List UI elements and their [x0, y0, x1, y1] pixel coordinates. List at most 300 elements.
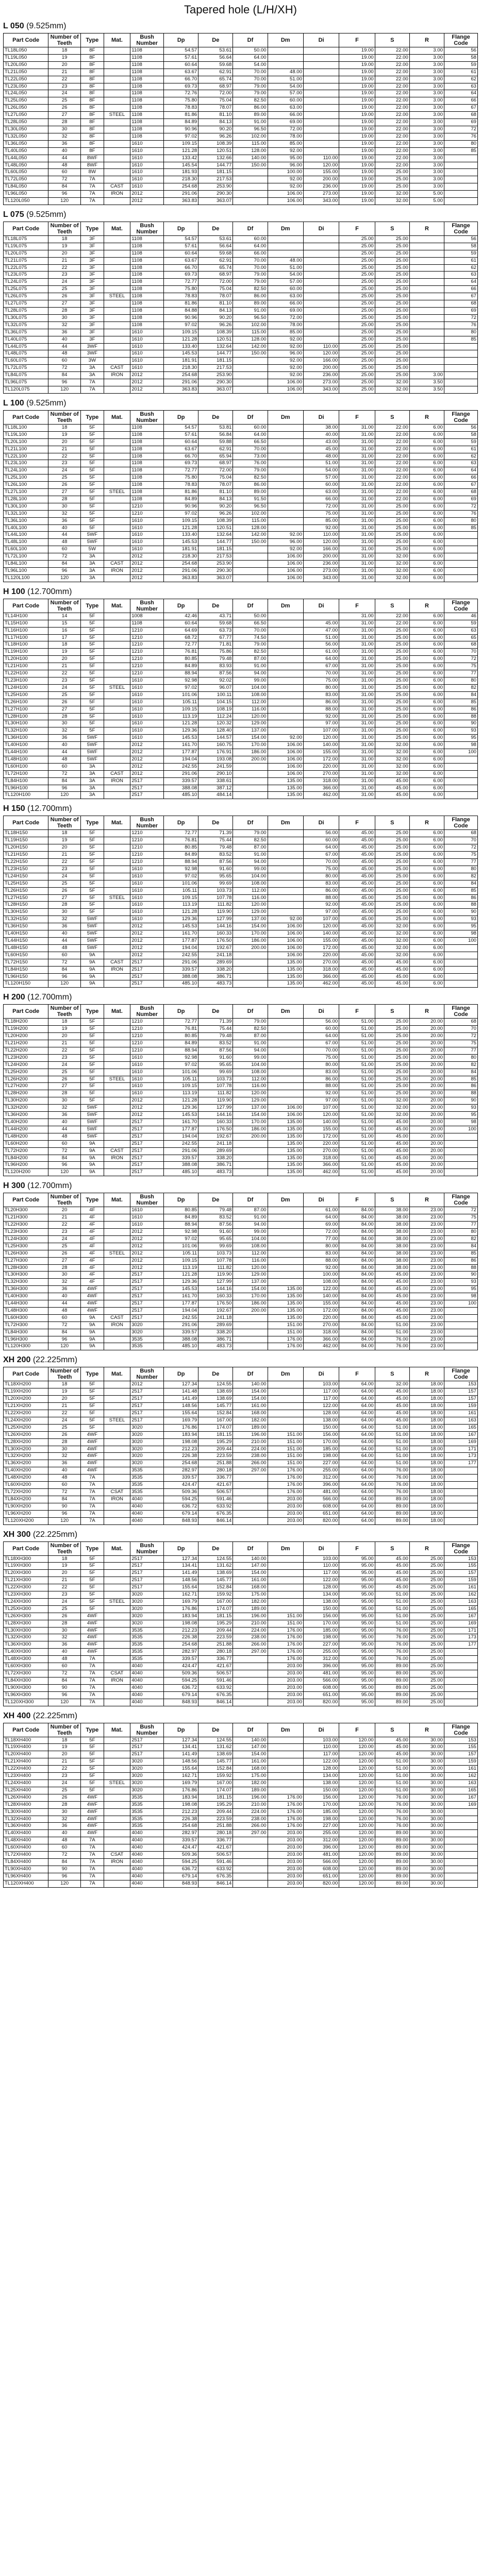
table-cell: 25.00 [339, 365, 375, 372]
table-cell: 89.00 [375, 1837, 409, 1844]
table-cell: 65.94 [198, 453, 233, 460]
table-cell: 102.00 [233, 133, 268, 140]
table-cell [444, 785, 477, 792]
table-cell: 166.00 [303, 358, 339, 365]
table-cell: 6.00 [409, 539, 444, 546]
table-cell: 25 [48, 1424, 81, 1431]
table-cell: 5F [80, 496, 104, 503]
table-cell: 40 [48, 1649, 81, 1656]
table-cell: TL36XH200 [4, 1460, 48, 1467]
table-cell: 25.00 [375, 866, 409, 873]
table-cell: 1610 [130, 894, 164, 902]
table-cell: 3020 [130, 1780, 164, 1787]
table-cell [233, 358, 268, 365]
table-cell [268, 496, 303, 503]
table-cell: 25.00 [375, 286, 409, 293]
table-cell: 651.00 [303, 1873, 339, 1880]
table-cell: 5F [80, 1591, 104, 1599]
table-cell: 25.00 [339, 272, 375, 279]
table-cell: 87.00 [233, 1207, 268, 1214]
table-cell: 51.00 [303, 460, 339, 467]
table-cell: 79.00 [233, 272, 268, 279]
table-row [4, 1410, 478, 1417]
table-cell: 99.69 [198, 880, 233, 887]
table-cell: 103.00 [303, 1737, 339, 1744]
table-cell [444, 1699, 477, 1706]
table-cell: 89.00 [375, 1699, 409, 1706]
table-cell: 5F [80, 1598, 104, 1605]
table-cell: 72.77 [164, 279, 198, 286]
table-cell: 62 [444, 453, 477, 460]
table-cell: TL22H300 [4, 1222, 48, 1229]
table-cell: TL26L075 [4, 293, 48, 300]
table-cell [303, 90, 339, 97]
table-row [4, 1336, 478, 1343]
table-cell: 60.64 [164, 620, 198, 627]
table-cell [303, 314, 339, 321]
table-cell: 1108 [130, 321, 164, 329]
table-cell: CAST [104, 959, 130, 966]
table-cell: 224.00 [233, 1808, 268, 1816]
table-cell: 18.00 [409, 1488, 444, 1496]
table-cell: 270.00 [303, 770, 339, 777]
table-cell: 5F [80, 446, 104, 453]
table-cell: 28 [48, 1264, 81, 1272]
table-cell: 142.00 [233, 343, 268, 350]
table-cell: 56 [444, 47, 477, 55]
table-cell: TL24H150 [4, 873, 48, 880]
table-cell: 45.00 [375, 1417, 409, 1424]
table-cell: 6.00 [409, 887, 444, 894]
table-cell [268, 706, 303, 713]
table-cell: 6.00 [409, 431, 444, 438]
table-cell [104, 1061, 130, 1069]
table-row [4, 1475, 478, 1482]
table-cell: TL40L100 [4, 524, 48, 532]
table-cell: 481.00 [303, 1670, 339, 1677]
table-cell: 5F [80, 866, 104, 873]
table-cell: 121.28 [164, 336, 198, 343]
table-cell: 72 [48, 1147, 81, 1155]
table-cell [409, 243, 444, 250]
table-cell: TL120L050 [4, 198, 48, 205]
table-cell [268, 1381, 303, 1388]
table-cell: TL22H200 [4, 1047, 48, 1054]
table-cell: 6.00 [409, 656, 444, 663]
table-row [4, 503, 478, 510]
table-cell: 217.53 [198, 176, 233, 183]
table-cell: 224.00 [233, 1446, 268, 1453]
table-cell [104, 176, 130, 183]
table-cell: 65 [444, 634, 477, 641]
column-header: F [339, 1541, 375, 1555]
table-cell: 25.00 [375, 546, 409, 553]
table-cell: 1210 [130, 503, 164, 510]
table-cell: 95.00 [339, 1691, 375, 1699]
table-cell: 1610 [130, 691, 164, 699]
table-cell: 138.00 [303, 1780, 339, 1787]
table-cell: 289.69 [198, 1321, 233, 1329]
table-cell: 44 [48, 749, 81, 756]
table-cell: 22.00 [375, 613, 409, 620]
table-cell: 144.77 [198, 162, 233, 169]
table-cell [444, 574, 477, 582]
table-cell: 25.00 [375, 321, 409, 329]
table-cell: 45.00 [375, 785, 409, 792]
table-cell: 75.00 [303, 677, 339, 684]
table-cell: 31.00 [339, 792, 375, 799]
table-cell: 4WF [80, 1649, 104, 1656]
table-cell: 96.00 [268, 539, 303, 546]
table-cell: 36 [48, 1460, 81, 1467]
table-cell [233, 1858, 268, 1866]
table-cell: 120.00 [339, 1744, 375, 1751]
table-cell: 1108 [130, 300, 164, 308]
table-cell: 137.00 [233, 1105, 268, 1112]
table-cell: 56.64 [198, 243, 233, 250]
table-cell: TL26L050 [4, 105, 48, 112]
table-cell: 3020 [130, 1787, 164, 1794]
table-cell: 65.74 [198, 76, 233, 83]
table-row [4, 1482, 478, 1489]
table-cell [104, 980, 130, 988]
table-cell [233, 1691, 268, 1699]
table-cell: 203.00 [268, 1677, 303, 1684]
table-cell [104, 272, 130, 279]
table-cell: 5F [80, 503, 104, 510]
table-cell: 388.08 [164, 1162, 198, 1169]
table-cell [268, 1243, 303, 1250]
table-cell: 44 [48, 1126, 81, 1133]
spec-table [3, 1723, 478, 1888]
table-cell: 51.00 [375, 1460, 409, 1467]
table-cell: 112.24 [198, 713, 233, 720]
table-cell: 174.07 [198, 1605, 233, 1613]
table-cell [233, 1314, 268, 1321]
table-cell: TL21XH300 [4, 1577, 48, 1584]
table-cell: 176.00 [268, 1488, 303, 1496]
table-row [4, 1837, 478, 1844]
table-cell: 157 [444, 1396, 477, 1403]
table-cell: 3F [80, 286, 104, 293]
table-cell [268, 517, 303, 524]
table-cell: 388.08 [164, 973, 198, 980]
table-cell [268, 699, 303, 706]
table-cell: 363.83 [164, 386, 198, 393]
table-cell [444, 1684, 477, 1691]
table-cell [104, 1307, 130, 1314]
table-row [4, 496, 478, 503]
table-row [4, 634, 478, 641]
table-cell: 3535 [130, 1649, 164, 1656]
table-cell: CAST [104, 770, 130, 777]
table-cell: 200.00 [303, 553, 339, 561]
table-cell: 63.00 [268, 293, 303, 300]
table-cell: 56.00 [303, 830, 339, 837]
table-cell: 76.00 [375, 1467, 409, 1475]
table-cell: 112.00 [233, 699, 268, 706]
table-row [4, 1605, 478, 1613]
table-cell [104, 379, 130, 386]
table-cell: 109.15 [164, 140, 198, 147]
table-cell: 76.00 [375, 1649, 409, 1656]
table-cell: 195.29 [198, 1438, 233, 1446]
table-cell: 84.00 [339, 1228, 375, 1235]
table-cell: 40 [48, 1467, 81, 1475]
table-cell [104, 735, 130, 742]
table-cell: 8F [80, 83, 104, 90]
column-header: Number of Teeth [48, 1005, 81, 1019]
table-cell: 28 [48, 713, 81, 720]
column-header: F [339, 599, 375, 613]
table-cell: 194.04 [164, 756, 198, 763]
table-cell: 5F [80, 1076, 104, 1083]
table-cell: 90.96 [164, 126, 198, 133]
table-cell: 89.00 [375, 1670, 409, 1677]
table-cell: 6.00 [409, 873, 444, 880]
table-cell: 79.48 [198, 844, 233, 852]
table-cell: 236.00 [303, 372, 339, 379]
table-cell: 108.00 [233, 1243, 268, 1250]
table-cell: 64.00 [233, 243, 268, 250]
table-cell: 198.00 [303, 1816, 339, 1823]
table-cell: 63.00 [268, 105, 303, 112]
table-cell: 19 [48, 1388, 81, 1396]
table-cell: 1610 [130, 343, 164, 350]
table-cell: 101.06 [164, 880, 198, 887]
table-cell: 236.00 [303, 183, 339, 191]
table-cell: 36 [48, 1823, 81, 1830]
table-cell: 25.00 [375, 343, 409, 350]
table-cell: 6.00 [409, 785, 444, 792]
table-cell: 51.00 [339, 1162, 375, 1169]
table-cell: 61.00 [303, 649, 339, 656]
table-cell: 6.00 [409, 844, 444, 852]
table-cell: 60 [48, 952, 81, 959]
table-cell: 6.00 [409, 699, 444, 706]
table-row [4, 553, 478, 561]
table-cell: 9A [80, 1343, 104, 1350]
table-cell: 163 [444, 1598, 477, 1605]
table-cell [104, 1133, 130, 1140]
table-cell: 120.00 [303, 923, 339, 930]
table-cell: 45.00 [339, 937, 375, 944]
table-cell: 2012 [130, 1228, 164, 1235]
table-cell: 82.50 [233, 837, 268, 844]
table-cell: 79.00 [233, 83, 268, 90]
table-cell: 45.00 [375, 1403, 409, 1410]
table-cell: TL32L075 [4, 321, 48, 329]
table-cell: 127.99 [198, 1279, 233, 1286]
table-cell: TL28H100 [4, 713, 48, 720]
table-cell: 4040 [130, 1873, 164, 1880]
table-cell: 22.00 [375, 489, 409, 496]
table-cell: TL21XH200 [4, 1403, 48, 1410]
table-cell: TL40H100 [4, 742, 48, 749]
table-cell [303, 126, 339, 133]
table-cell: 26 [48, 1431, 81, 1438]
table-cell: 25.00 [375, 641, 409, 649]
table-cell: 5WF [80, 944, 104, 952]
table-cell: 848.93 [164, 1880, 198, 1887]
table-cell [104, 126, 130, 133]
table-cell: 59.68 [198, 250, 233, 257]
table-cell: 224.00 [233, 1627, 268, 1634]
table-cell: 3535 [130, 1627, 164, 1634]
table-cell: 117.00 [303, 1396, 339, 1403]
table-cell: 3.00 [409, 162, 444, 169]
table-cell: TL48XH300 [4, 1656, 48, 1663]
table-cell: 120 [48, 980, 81, 988]
table-cell: 186.00 [233, 749, 268, 756]
table-cell: 161.00 [233, 1577, 268, 1584]
column-header: Dm [268, 816, 303, 830]
table-cell: 31.00 [339, 438, 375, 446]
table-cell [233, 1496, 268, 1503]
table-cell: TL22XH400 [4, 1766, 48, 1773]
table-cell: 25.00 [375, 169, 409, 176]
table-cell: 254.68 [164, 561, 198, 568]
table-cell: 160.33 [198, 1293, 233, 1300]
table-cell: 45.00 [339, 959, 375, 966]
table-cell: 176.00 [268, 1656, 303, 1663]
table-cell [104, 916, 130, 923]
table-cell: 108.19 [198, 706, 233, 713]
table-cell [268, 474, 303, 482]
table-cell: 181.91 [164, 546, 198, 553]
table-cell: 25.00 [375, 727, 409, 735]
table-cell: 20 [48, 656, 81, 663]
table-cell: 26 [48, 1076, 81, 1083]
table-cell: 6.00 [409, 894, 444, 902]
table-cell: 238.00 [233, 1453, 268, 1460]
table-cell [268, 446, 303, 453]
column-header: Df [233, 410, 268, 424]
table-cell [104, 1446, 130, 1453]
table-cell: 45.00 [339, 952, 375, 959]
table-cell: 633.92 [198, 1866, 233, 1873]
table-row [4, 147, 478, 155]
table-cell [104, 474, 130, 482]
table-cell: 23.00 [409, 1279, 444, 1286]
table-cell [303, 47, 339, 55]
table-cell: 5F [80, 873, 104, 880]
table-cell: 4WF [80, 1627, 104, 1634]
table-cell: 89.00 [375, 1873, 409, 1880]
table-cell: 128.40 [198, 727, 233, 735]
table-cell: 22.00 [375, 482, 409, 489]
table-header-row [4, 816, 478, 830]
table-cell: 25.00 [375, 1019, 409, 1026]
table-cell: TL60XH300 [4, 1663, 48, 1670]
table-row [4, 1830, 478, 1837]
table-cell: 72.77 [164, 467, 198, 474]
table-cell: 5WF [80, 742, 104, 749]
table-cell: 5F [80, 1097, 104, 1105]
table-cell: 242.55 [164, 1314, 198, 1321]
table-cell: 25.00 [375, 517, 409, 524]
table-cell: 45.00 [375, 1293, 409, 1300]
table-cell: 2517 [130, 959, 164, 966]
table-cell: 18.00 [409, 1396, 444, 1403]
table-cell: 42.46 [164, 613, 198, 620]
table-cell: 2012 [130, 923, 164, 930]
table-cell: 22.00 [375, 453, 409, 460]
table-row [4, 930, 478, 938]
table-cell: TL32H300 [4, 1279, 48, 1286]
table-cell [268, 873, 303, 880]
table-cell: 679.14 [164, 1873, 198, 1880]
table-cell: 129.00 [233, 909, 268, 916]
table-cell: 84.00 [339, 1293, 375, 1300]
table-cell: 72 [48, 553, 81, 561]
table-cell: 3.00 [409, 183, 444, 191]
table-cell: 120.00 [339, 1794, 375, 1801]
table-cell: 135.00 [268, 1293, 303, 1300]
table-cell: 138.69 [198, 1570, 233, 1577]
table-row [4, 1880, 478, 1887]
table-cell: 59 [444, 61, 477, 69]
table-cell: 165 [444, 1787, 477, 1794]
table-cell: 22.00 [375, 496, 409, 503]
table-cell: 148.56 [164, 1577, 198, 1584]
table-cell: 76.81 [164, 837, 198, 844]
table-cell: 5F [80, 1787, 104, 1794]
table-row [4, 489, 478, 496]
table-cell: 31.00 [339, 785, 375, 792]
table-row [4, 386, 478, 393]
table-row [4, 61, 478, 69]
table-row [4, 852, 478, 859]
table-cell: 28 [48, 1801, 81, 1808]
table-cell: 266.00 [233, 1641, 268, 1649]
table-cell: 45.00 [339, 923, 375, 930]
table-cell: 312.00 [303, 1656, 339, 1663]
table-cell: 2012 [130, 756, 164, 763]
table-cell: 64.00 [339, 1488, 375, 1496]
table-cell [104, 467, 130, 474]
section-l100 [0, 399, 481, 582]
table-cell: 185.00 [303, 1627, 339, 1634]
table-cell: 1108 [130, 83, 164, 90]
table-cell: 18.00 [409, 1460, 444, 1467]
table-cell: 88.94 [164, 859, 198, 866]
table-cell [268, 1737, 303, 1744]
table-cell: 5WF [80, 1105, 104, 1112]
table-cell: 91.60 [198, 1054, 233, 1061]
table-cell: 76.00 [375, 1641, 409, 1649]
table-cell: 177.87 [164, 749, 198, 756]
table-cell: 24 [48, 1780, 81, 1787]
table-cell [303, 329, 339, 336]
table-cell: 218.30 [164, 553, 198, 561]
table-cell: 3F [80, 279, 104, 286]
column-header: Flange Code [444, 1541, 477, 1555]
table-cell [104, 1634, 130, 1641]
table-cell: TL20H200 [4, 1033, 48, 1040]
table-cell: TL27H100 [4, 706, 48, 713]
table-row [4, 510, 478, 517]
table-cell: 92.00 [268, 735, 303, 742]
table-cell: 25 [48, 97, 81, 105]
table-cell: 366.00 [303, 785, 339, 792]
table-cell: 3020 [130, 1766, 164, 1773]
table-cell: 3A [80, 574, 104, 582]
table-cell: 22.00 [375, 474, 409, 482]
table-cell: 6.00 [409, 852, 444, 859]
table-cell: 60 [48, 358, 81, 365]
table-cell: 18.00 [409, 1510, 444, 1517]
